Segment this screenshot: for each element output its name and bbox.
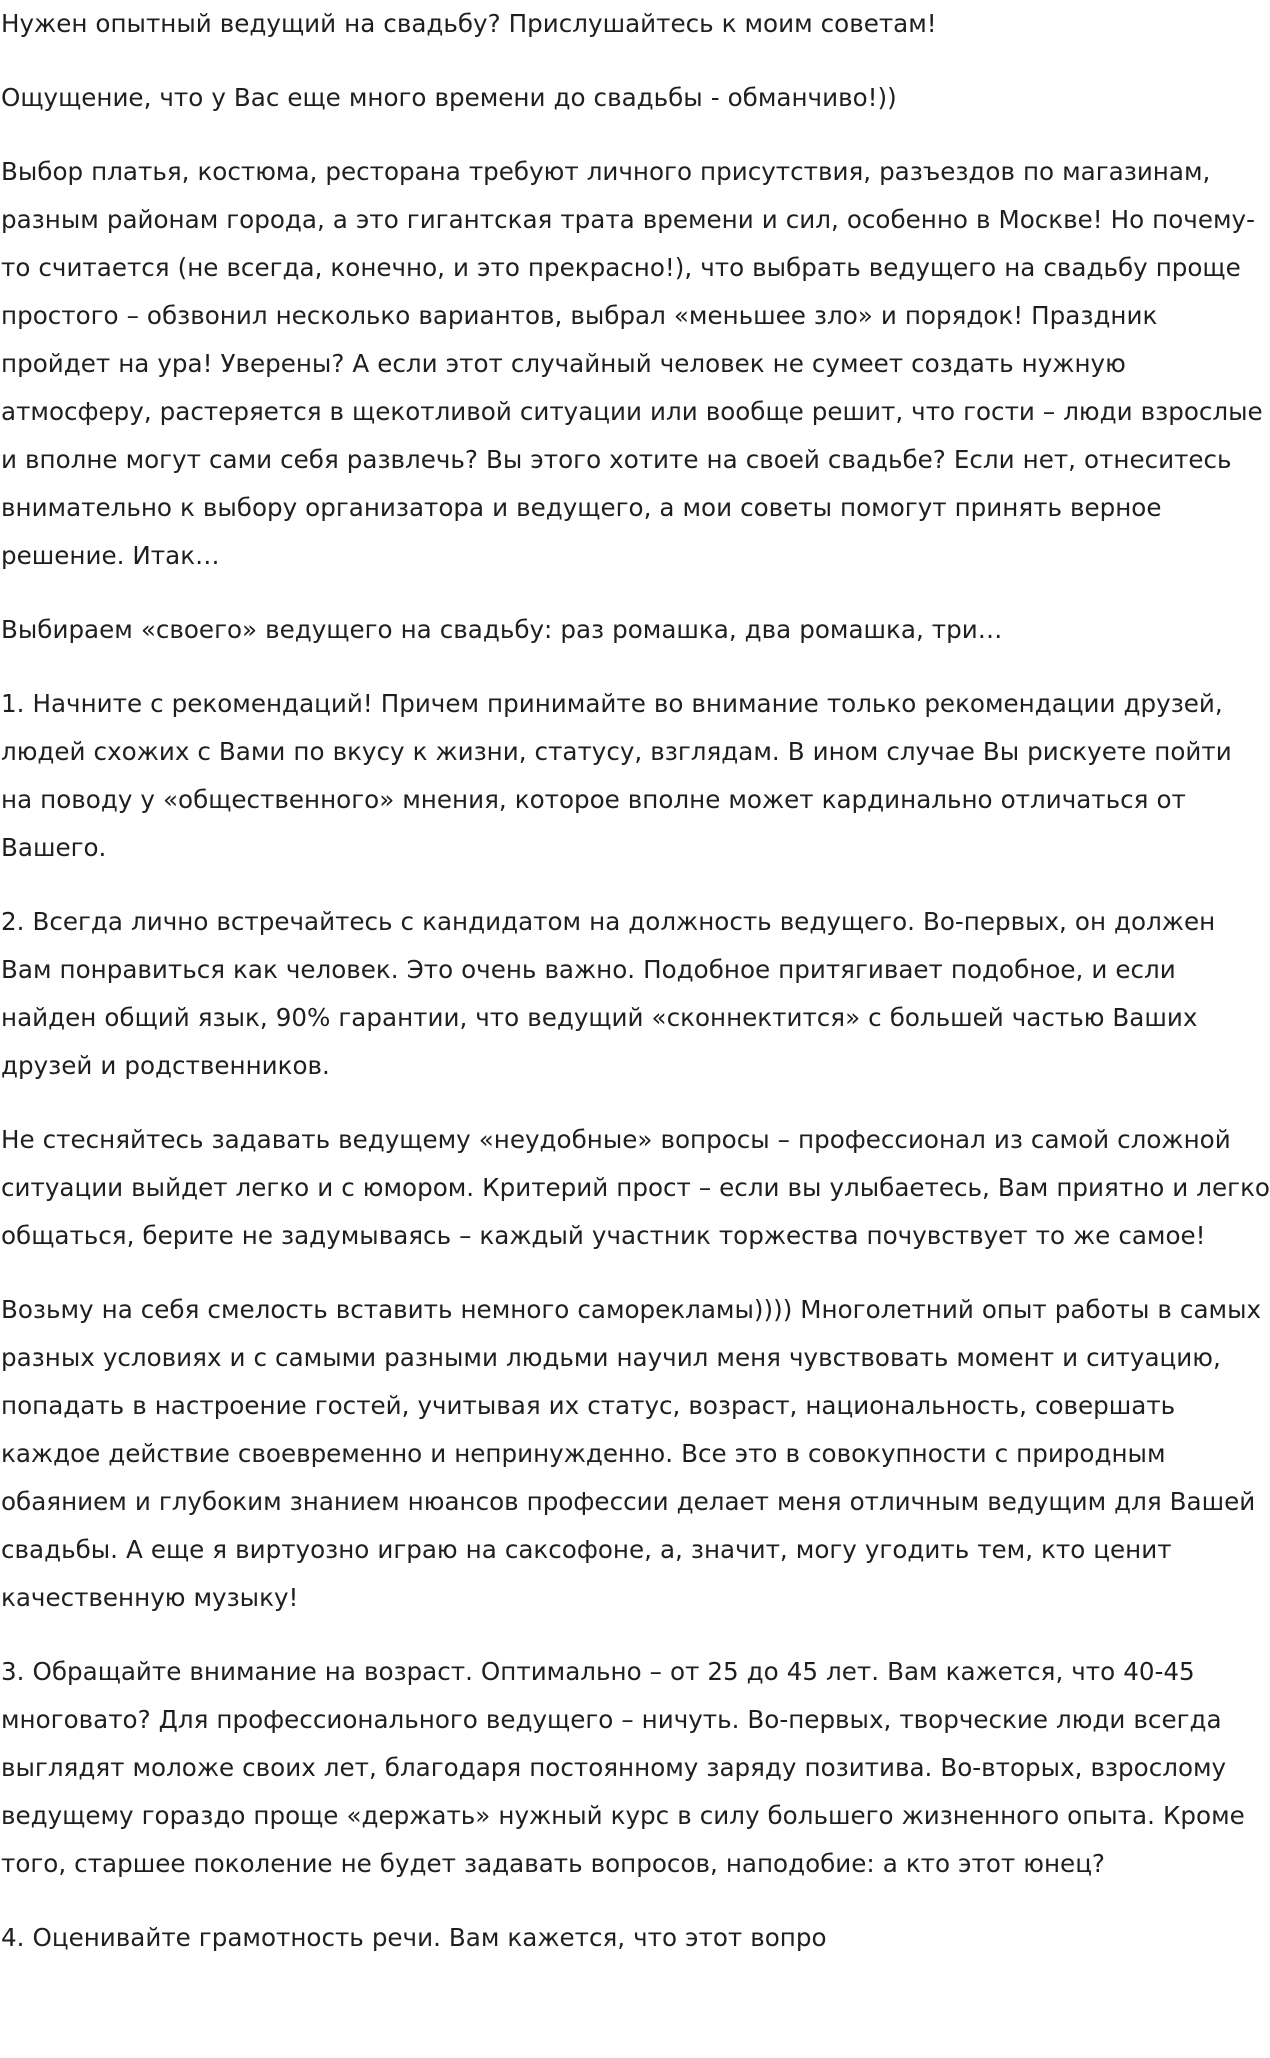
article-paragraph: 4. Оценивайте грамотность речи. Вам кажется, что этот вопро <box>1 1923 827 1952</box>
article-paragraph: Ощущение, что у Вас еще много времени до свадьбы - обманчиво!)) <box>1 83 897 112</box>
article-paragraph: 3. Обращайте внимание на возраст. Оптимально – от 25 до 45 лет. Вам кажется, что 40-45 многовато? Для профессионального ведущего – ничуть. Во-первых, творческие люди всегда выглядят моложе своих лет, благодаря постоянному заряду позитива. Во-вторых, взрослому ведущему гораздо проще «держать» нужный курс в силу большего жизненного опыта. Кроме того, старшее поколение не будет задавать вопросов, наподобие: а кто этот юнец? <box>1 1657 1245 1878</box>
article-paragraph: 2. Всегда лично встречайтесь с кандидатом на должность ведущего. Во-первых, он должен Вам понравиться как человек. Это очень важно. Подобное притягивает подобное, и если найден общий язык, 90% гарантии, что ведущий «сконнектится» с большей частью Ваших друзей и родственников. <box>1 907 1216 1080</box>
article-paragraph: 1. Начните с рекомендаций! Причем принимайте во внимание только рекомендации друзей, людей схожих с Вами по вкусу к жизни, статусу, взглядам. В ином случае Вы рискуете пойти на поводу у «общественного» мнения, которое вполне может кардинально отличаться от Вашего. <box>1 689 1232 862</box>
article-paragraph: Выбор платья, костюма, ресторана требуют личного присутствия, разъездов по магазинам, разным районам города, а это гигантская трата времени и сил, особенно в Москве! Но почему-то считается (не всегда, конечно, и это прекрасно!), что выбрать ведущего на свадьбу проще простого – обзвонил несколько вариантов, выбрал «меньшее зло» и порядок! Праздник пройдет на ура! Уверены? А если этот случайный человек не сумеет создать нужную атмосферу, растеряется в щекотливой ситуации или вообще решит, что гости – люди взрослые и вполне могут сами себя развлечь? Вы этого хотите на своей свадьбе? Если нет, отнеситесь внимательно к выбору организатора и ведущего, а мои советы помогут принять верное решение. Итак… <box>1 157 1263 570</box>
article-paragraph: Возьму на себя смелость вставить немного саморекламы)))) Многолетний опыт работы в самых разных условиях и с самыми разными людьми научил меня чувствовать момент и ситуацию, попадать в настроение гостей, учитывая их статус, возраст, национальность, совершать каждое действие своевременно и непринужденно. Все это в совокупности с природным обаянием и глубоким знанием нюансов профессии делает меня отличным ведущим для Вашей свадьбы. А еще я виртуозно играю на саксофоне, а, значит, могу угодить тем, кто ценит качественную музыку! <box>1 1295 1262 1612</box>
article-heading-line: Нужен опытный ведущий на свадьбу? Прислушайтесь к моим советам! <box>1 9 937 38</box>
article-paragraph: Не стесняйтесь задавать ведущему «неудобные» вопросы – профессионал из самой сложной ситуации выйдет легко и с юмором. Критерий прост – если вы улыбаетесь, Вам приятно и легко общаться, берите не задумываясь – каждый участник торжества почувствует то же самое! <box>1 1125 1270 1250</box>
article-paragraph: Выбираем «своего» ведущего на свадьбу: раз ромашка, два ромашка, три… <box>1 615 1003 644</box>
